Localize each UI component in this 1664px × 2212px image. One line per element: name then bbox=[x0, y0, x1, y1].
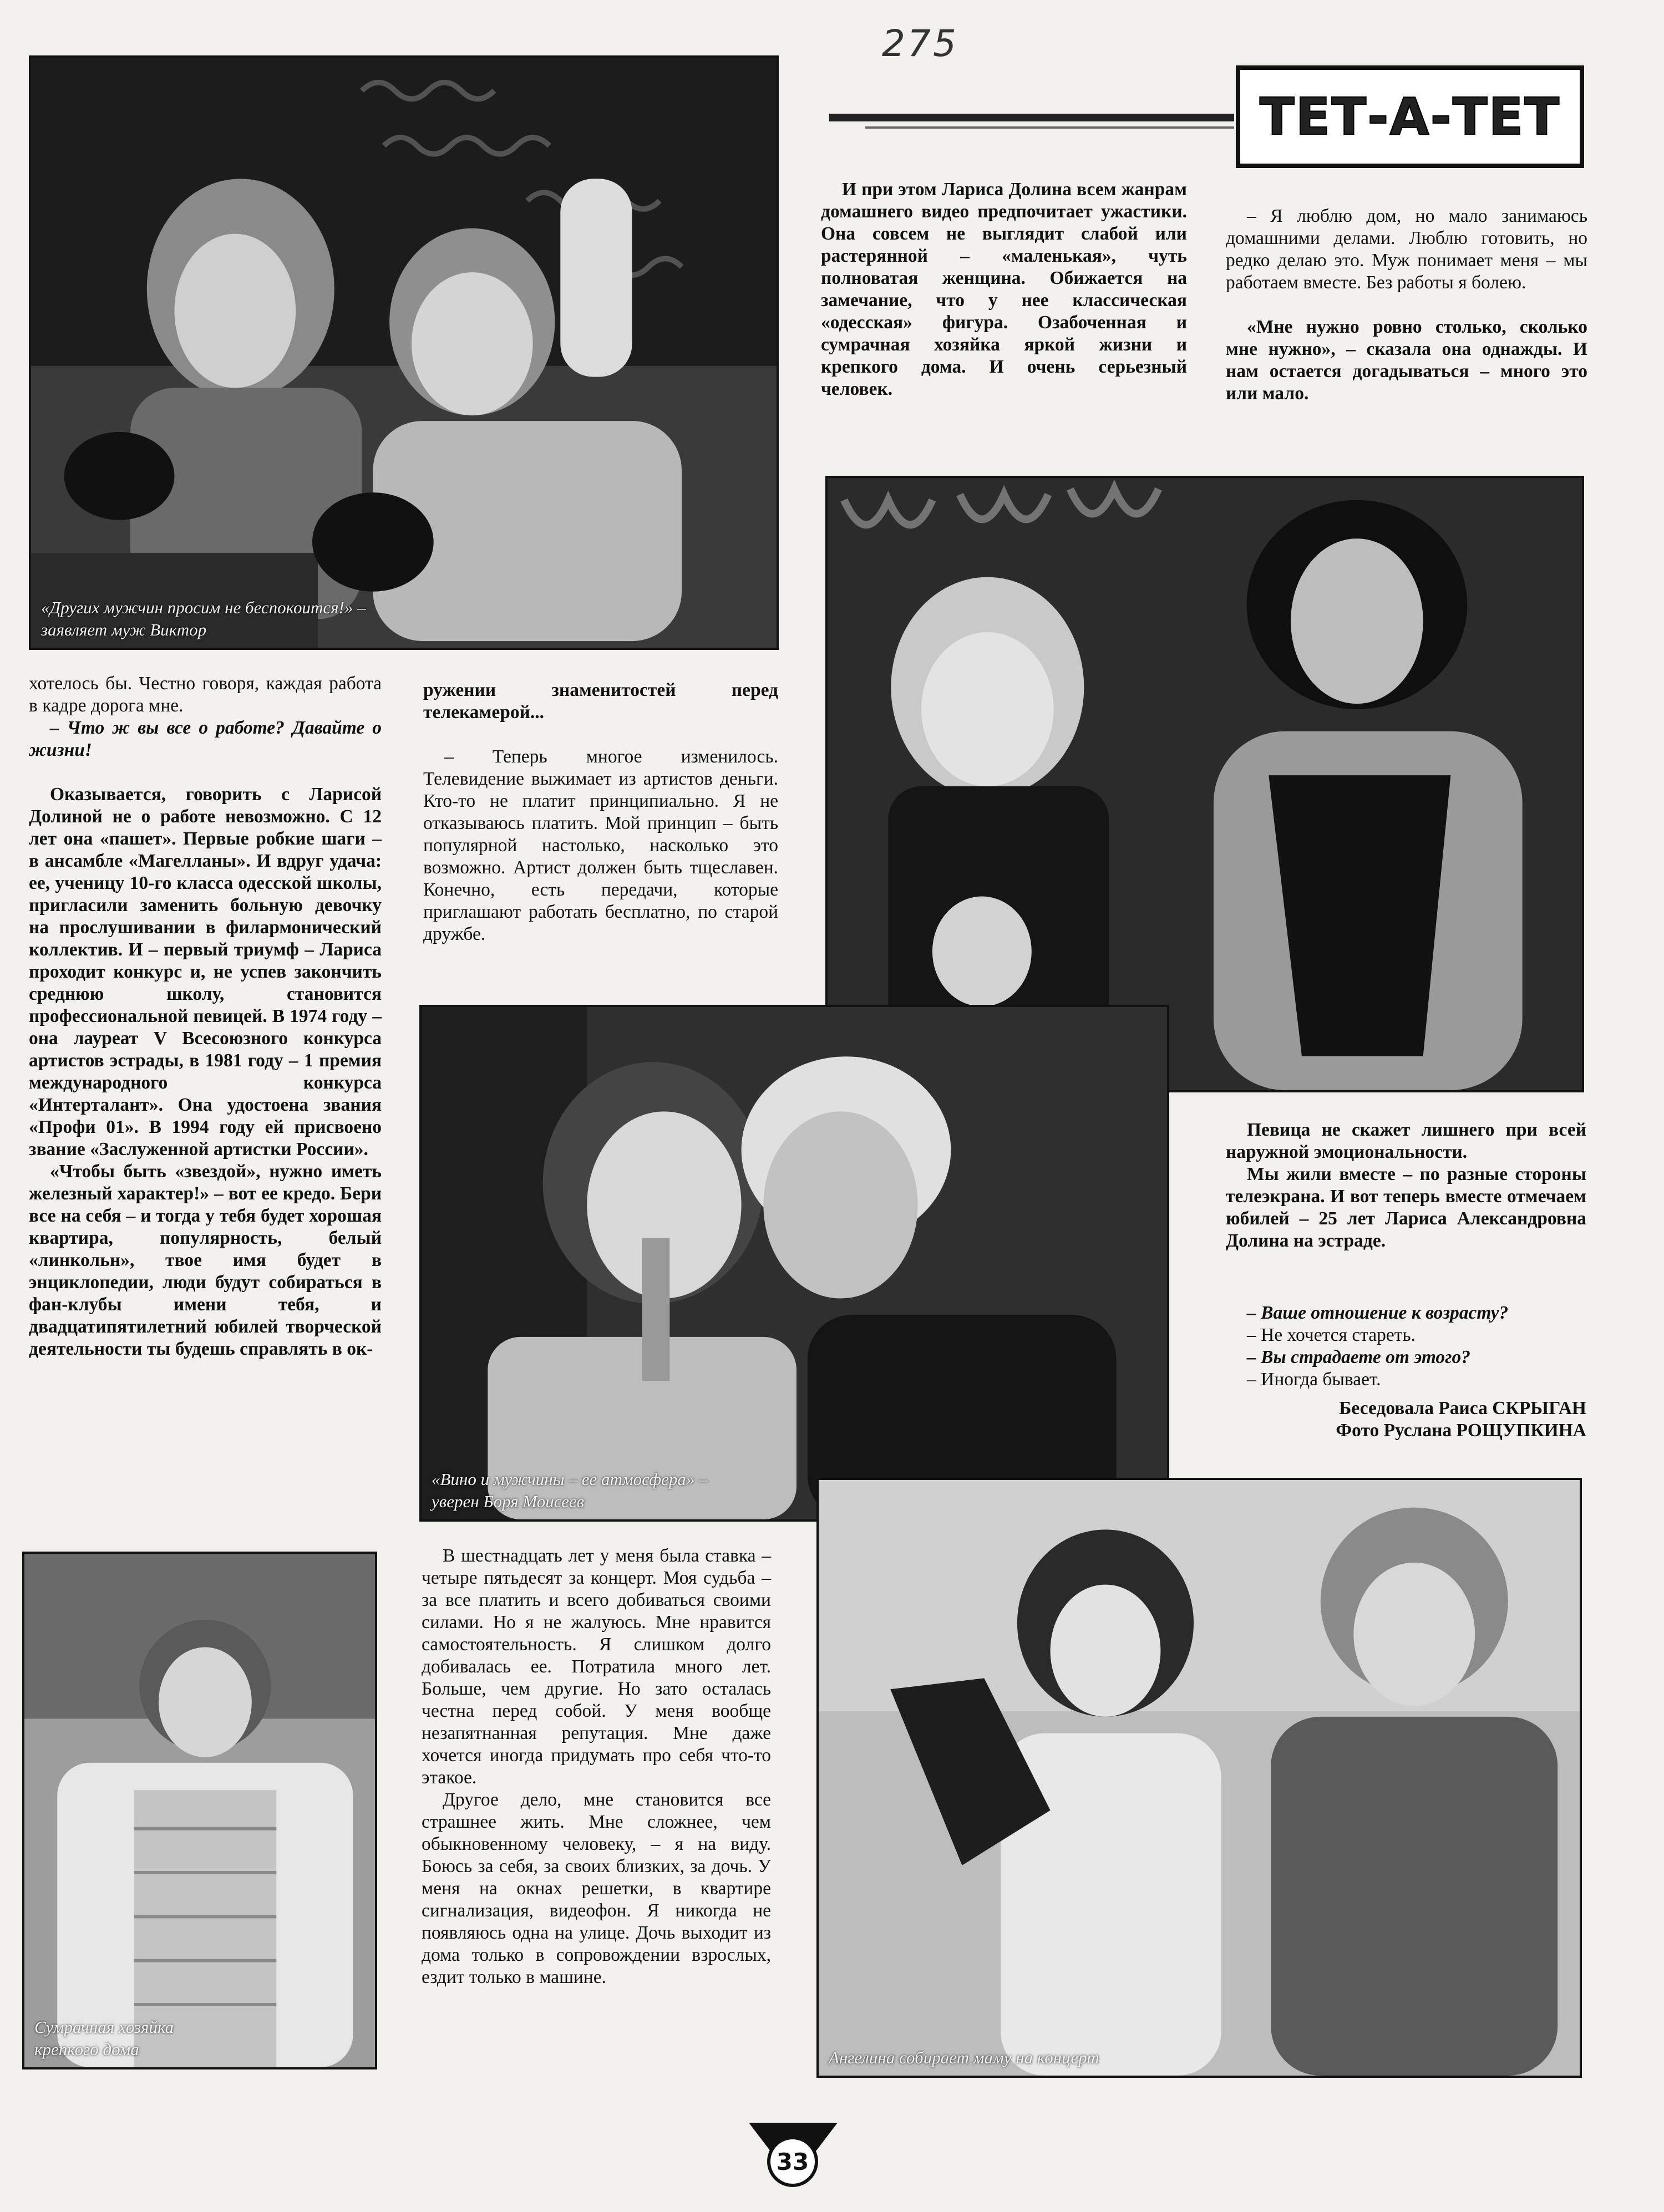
rubric-title: ТЕТ-А-ТЕТ bbox=[1259, 87, 1561, 146]
caption-line: заявляет муж Виктор bbox=[41, 620, 207, 639]
photo-caption bbox=[41, 597, 767, 641]
paragraph: – Я люблю дом, но мало занимаюсь домашними делами. Люблю готовить, но редко делаю это. Муж понимает меня – мы работаем вместе. Без работы я болею. bbox=[1226, 206, 1587, 293]
caption-line: крепкого дома bbox=[34, 2040, 139, 2059]
photo-credit: Фото Руслана РОЩУПКИНА bbox=[1336, 1420, 1586, 1441]
article-column-3 bbox=[1226, 1119, 1586, 1252]
caption-line: Сумрачная хозяйка bbox=[34, 2017, 174, 2037]
interviewer-credit: Беседовала Раиса СКРЫГАН bbox=[1339, 1398, 1586, 1418]
paragraph: – Теперь многое изменилось. Телевидение выжимает из артистов деньги. Кто-то не платит принципиально. Я не отказываюсь платить. Мой принцип – быть популярной настолько, насколько это возможно. Артист должен быть тщеславен. Конечно, есть передачи, которые приглашают работать бесплатно, по старой дружбе. bbox=[423, 746, 778, 944]
caption-line: «Других мужчин просим не беспокоится!» – bbox=[41, 598, 366, 617]
paragraph: В шестнадцать лет у меня была ставка – четыре пятьдесят за концерт. Моя судьба – за все платить и всего добиваться своими силами. Но я не жалуюсь. Мне нравится самостоятельность. Я слишком долго добивалась ее. Потратила много лет. Больше, чем другие. Но зато осталась честна перед собой. У меня вообще незапятнанная репутация. Мне даже хочется иногда придумать про себя что-то этакое. bbox=[422, 1545, 771, 1788]
photo-caption bbox=[34, 2016, 365, 2061]
paragraph: Певица не скажет лишнего при всей наружной эмоциональности. bbox=[1226, 1120, 1586, 1162]
article-column-bottom bbox=[422, 1545, 771, 1989]
paragraph: «Мне нужно ровно столько, сколько мне нужно», – сказала она однажды. И нам остается догадываться – много это или мало. bbox=[1226, 317, 1587, 404]
paragraph: И при этом Лариса Долина всем жанрам домашнего видео предпочитает ужастики. Она совсем не выглядит слабой или растерянной – «маленькая», чуть полноватая женщина. Обижается на замечание, что у нее классическая «одесская» фигура. Озабоченная и сумрачная хозяйка яркой жизни и крепкого дома. И очень серьезный человек. bbox=[821, 179, 1187, 399]
answer: – Иногда бывает. bbox=[1247, 1369, 1381, 1390]
paragraph: Другое дело, мне становится все страшнее жить. Мне сложнее, чем обыкновенному человеку, – я на виду. Боюсь за себя, за своих близких, за дочь. У меня на окнах решетки, в квартире сигнализация, видеофон. Я никогда не появляюсь одна на улице. Дочь выходит из дома только в сопровождении взрослых, ездит только в машине. bbox=[422, 1789, 771, 1987]
article-column-1 bbox=[29, 673, 382, 1360]
photo-dolina-with-moiseev bbox=[419, 1005, 1169, 1522]
caption-line: «Вино и мужчины – ее атмосфера» – bbox=[432, 1469, 708, 1489]
rubric-rule-thin bbox=[865, 126, 1234, 129]
paragraph: – Что ж вы все о работе? Давайте о жизни! bbox=[29, 718, 382, 760]
photo-dolina-in-apron bbox=[22, 1552, 377, 2069]
lead-paragraph bbox=[821, 179, 1187, 400]
paragraph: «Чтобы быть «звездой», нужно иметь железный характер!» – вот ее кредо. Бери все на себя – и тогда у тебя будет хорошая квартира, популярность, белый «линкольн», твое имя будет в энциклопедии, люди будут собираться в фан-клубы имени тебя, и двадцатипятилетний юбилей творческой деятельности ты будешь справлять в ок- bbox=[29, 1161, 382, 1359]
rubric-box bbox=[1236, 65, 1584, 168]
caption-line: Ангелина собирает маму на концерт bbox=[829, 2048, 1099, 2067]
rubric-rule bbox=[829, 114, 1234, 121]
photo-caption bbox=[829, 2047, 1570, 2069]
paragraph: Оказывается, говорить с Ларисой Долиной не о работе невозможно. С 12 лет она «пашет». Первые робкие шаги – в ансамбле «Магелланы». И вдруг удача: ее, ученицу 10-го класса одесской школы, пригласили заменить больную девочку на прослушивании в филармонический коллектив. И – первый триумф – Лариса проходит конкурс и, не успев закончить среднюю школу, становится профессиональной певицей. В 1974 году – она лауреат V Всесоюзного конкурса артистов эстрады, в 1981 году – 1 премия международного конкурса «Интерталант». Она удостоена звания «Профи 01». В 1994 году ей присвоено звание «Заслуженной артистки России». bbox=[29, 784, 382, 1160]
paragraph: ружении знаменитостей перед телекамерой... bbox=[423, 680, 778, 723]
photo-dolina-with-daughter bbox=[816, 1478, 1582, 2078]
photo-dolina-with-husband bbox=[29, 55, 779, 650]
page-number bbox=[767, 2136, 818, 2187]
quote-column bbox=[1226, 205, 1587, 405]
qa-block bbox=[1226, 1302, 1586, 1442]
answer: – Не хочется стареть. bbox=[1247, 1325, 1416, 1345]
caption-line: уверен Боря Моисеев bbox=[432, 1492, 585, 1511]
paragraph: хотелось бы. Честно говоря, каждая работа в кадре дорога мне. bbox=[29, 673, 382, 716]
paragraph: Мы жили вместе – по разные стороны телеэкрана. И вот теперь вместе отмечаем юбилей – 25 лет Лариса Александровна Долина на эстраде. bbox=[1226, 1164, 1586, 1251]
photo-dolina-with-leontiev bbox=[825, 476, 1584, 1092]
handwritten-number: 275 bbox=[882, 22, 958, 65]
question: – Ваше отношение к возрасту? bbox=[1247, 1303, 1509, 1323]
article-column-2 bbox=[423, 679, 778, 945]
question: – Вы страдаете от этого? bbox=[1247, 1347, 1471, 1367]
page-number-text: 33 bbox=[776, 2148, 809, 2175]
